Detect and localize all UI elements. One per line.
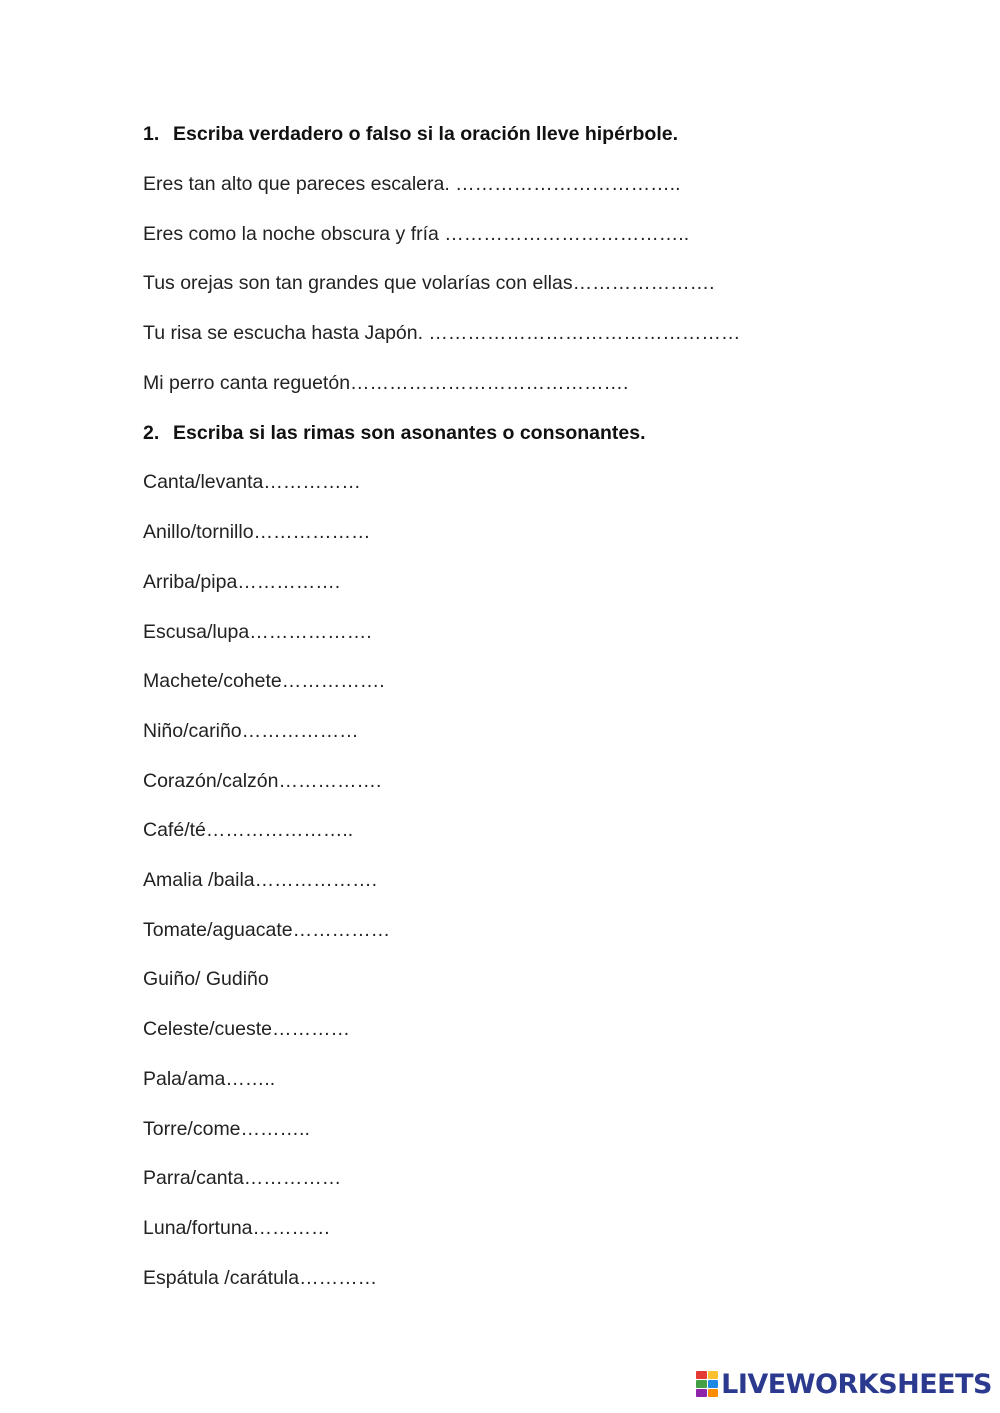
section-2-heading	[143, 421, 646, 445]
rhyme-item[interactable]: Amalia /baila……………….	[143, 869, 378, 891]
hyperbole-item[interactable]: Eres como la noche obscura y fría ………………………………..	[143, 223, 690, 245]
rhyme-item[interactable]: Escusa/lupa……………….	[143, 621, 372, 643]
rhyme-item[interactable]: Niño/cariño………………	[143, 720, 359, 742]
rhyme-item[interactable]: Espátula /carátula…………	[143, 1267, 378, 1289]
section-1-title: Escriba verdadero o falso si la oración lleve hipérbole.	[173, 123, 679, 145]
hyperbole-item[interactable]: Tus orejas son tan grandes que volarías con ellas………………….	[143, 272, 715, 294]
section-2-number: 2.	[143, 422, 160, 444]
rhyme-item[interactable]: Parra/canta……………	[143, 1167, 342, 1189]
rhyme-item[interactable]: Celeste/cueste…………	[143, 1018, 350, 1040]
rhyme-item[interactable]: Torre/come………..	[143, 1118, 310, 1140]
rhyme-item[interactable]: Canta/levanta……………	[143, 471, 361, 493]
hyperbole-item[interactable]: Eres tan alto que pareces escalera. ……………………………..	[143, 173, 681, 195]
rhyme-item[interactable]: Arriba/pipa…………….	[143, 571, 341, 593]
hyperbole-item[interactable]: Tu risa se escucha hasta Japón. …………………………………………	[143, 322, 741, 344]
rhyme-item[interactable]: Luna/fortuna…………	[143, 1217, 331, 1239]
liveworksheets-brand[interactable]	[696, 1367, 992, 1401]
section-1-number: 1.	[143, 123, 160, 145]
rhyme-item[interactable]: Tomate/aguacate……………	[143, 919, 391, 941]
brand-name: LIVEWORKSHEETS	[721, 1368, 992, 1400]
section-1-heading	[143, 122, 678, 146]
rhyme-item[interactable]: Café/té…………………..	[143, 819, 354, 841]
rhyme-item[interactable]: Corazón/calzón…………….	[143, 770, 382, 792]
section-2-title: Escriba si las rimas son asonantes o consonantes.	[173, 422, 646, 444]
rhyme-item[interactable]: Machete/cohete…………….	[143, 670, 385, 692]
hyperbole-item[interactable]: Mi perro canta reguetón…………………………………….	[143, 372, 629, 394]
rhyme-item[interactable]: Pala/ama……..	[143, 1068, 276, 1090]
rhyme-item[interactable]: Guiño/ Gudiño	[143, 968, 269, 990]
liveworksheets-logo-icon	[696, 1371, 718, 1397]
rhyme-item[interactable]: Anillo/tornillo………………	[143, 521, 371, 543]
